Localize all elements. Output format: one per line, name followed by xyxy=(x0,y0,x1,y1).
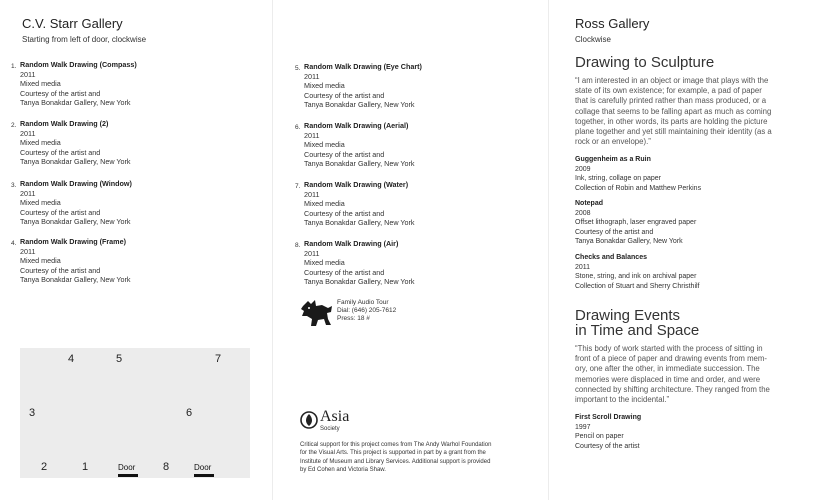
work-year: 2011 xyxy=(20,246,36,256)
work-credit: Courtesy of the artist and xyxy=(20,147,101,157)
door-marker xyxy=(118,474,138,477)
work-medium: Mixed media xyxy=(20,138,61,148)
work-credit: Courtesy of the artist and xyxy=(20,265,101,275)
audio-tour-dial: Dial: (646) 205-7612 xyxy=(337,307,397,314)
work-detail: Pencil on paper xyxy=(575,433,624,441)
door-label: Door xyxy=(194,463,212,472)
floor-plan xyxy=(20,348,250,478)
quote-line: memories were displaced in time and order, and were xyxy=(575,374,761,384)
section-quote xyxy=(575,344,770,405)
work-credit: Courtesy of the artist and xyxy=(304,267,385,277)
work-detail: Collection of Robin and Matthew Perkins xyxy=(575,184,702,192)
work-year: 2011 xyxy=(20,188,36,198)
ross-gallery-subtitle: Clockwise xyxy=(575,35,612,44)
work-title: Random Walk Drawing (Water) xyxy=(304,180,409,189)
work-detail: Tanya Bonakdar Gallery, New York xyxy=(575,238,683,246)
work-credit: Tanya Bonakdar Gallery, New York xyxy=(20,275,131,285)
logo-word: Asia xyxy=(320,408,350,425)
work-title: Random Walk Drawing (Aerial) xyxy=(304,121,409,130)
work-credit: Tanya Bonakdar Gallery, New York xyxy=(304,277,415,287)
work-credit: Courtesy of the artist and xyxy=(304,90,385,100)
work-credit: Courtesy of the artist and xyxy=(304,208,385,218)
floor-plan-label: 6 xyxy=(186,407,193,419)
work-year: 2011 xyxy=(304,189,320,199)
starr-work-5 xyxy=(295,62,422,110)
work-credit: Tanya Bonakdar Gallery, New York xyxy=(304,218,415,228)
floor-plan-label: 8 xyxy=(163,461,170,473)
work-number: 6. xyxy=(295,124,301,131)
work-number: 2. xyxy=(11,122,17,129)
work-detail: Collection of Stuart and Sherry Christhilf xyxy=(575,282,700,290)
panel-fold-right xyxy=(548,0,549,500)
credits-line: Critical support for this project comes from The Andy Warhol Foundation xyxy=(300,442,492,448)
ross-work-first-scroll xyxy=(575,413,641,451)
floor-plan-label: 2 xyxy=(41,461,48,473)
audio-tour-press: Press: 18 # xyxy=(337,315,370,322)
quote-line: that is carefully printed rather than mass produced, or a xyxy=(575,96,767,106)
work-title: Random Walk Drawing (Compass) xyxy=(20,60,137,69)
quote-line: “This body of work started with the process of sitting in xyxy=(575,344,763,353)
work-number: 5. xyxy=(295,65,301,72)
work-detail: 1997 xyxy=(575,423,591,431)
quote-line: collage that seems to be falling apart as much as coming xyxy=(575,106,772,116)
work-number: 7. xyxy=(295,183,301,190)
starr-gallery-subtitle: Starting from left of door, clockwise xyxy=(22,35,147,44)
quote-line: rock or an envelope).” xyxy=(575,137,651,147)
quote-line: state of its own existence; for example, a pad of paper xyxy=(575,86,762,96)
work-medium: Mixed media xyxy=(304,199,345,209)
work-number: 3. xyxy=(11,182,17,189)
section-title-drawing-events xyxy=(575,308,699,338)
work-credit: Tanya Bonakdar Gallery, New York xyxy=(304,159,415,169)
quote-line: together, in other words, its parts are holding the picture xyxy=(575,116,768,126)
work-medium: Mixed media xyxy=(20,256,61,266)
starr-work-7 xyxy=(295,180,415,228)
quote-line: important to the incidental.” xyxy=(575,395,670,405)
work-detail: Offset lithograph, laser engraved paper xyxy=(575,219,697,227)
work-detail: 2009 xyxy=(575,165,591,173)
lion-dog-icon xyxy=(300,298,334,333)
section-quote xyxy=(575,76,772,147)
work-detail: 2011 xyxy=(575,263,591,271)
work-credit: Courtesy of the artist and xyxy=(304,149,385,159)
work-year: 2011 xyxy=(304,71,320,81)
logo-sub: Society xyxy=(320,426,340,432)
work-medium: Mixed media xyxy=(304,258,345,268)
work-medium: Mixed media xyxy=(304,140,345,150)
section-title-line: Drawing Events xyxy=(575,307,681,324)
starr-work-4 xyxy=(11,237,131,285)
work-medium: Mixed media xyxy=(20,79,61,89)
work-title: Random Walk Drawing (Air) xyxy=(304,239,399,248)
work-credit: Courtesy of the artist and xyxy=(20,207,101,217)
ross-work-guggenheim xyxy=(575,155,701,193)
asia-society-mark-icon xyxy=(300,410,318,430)
floor-plan-label: 4 xyxy=(68,353,75,365)
work-medium: Mixed media xyxy=(304,81,345,91)
work-title: Checks and Balances xyxy=(575,254,647,261)
starr-work-8 xyxy=(295,239,415,287)
floor-plan-label: 7 xyxy=(215,353,222,365)
work-credit: Tanya Bonakdar Gallery, New York xyxy=(20,157,131,167)
door-marker xyxy=(194,474,214,477)
panel-fold-left xyxy=(272,0,273,500)
work-credit: Tanya Bonakdar Gallery, New York xyxy=(304,100,415,110)
quote-line: front of a piece of paper and drawing events from mem- xyxy=(575,354,767,364)
work-year: 2011 xyxy=(304,248,320,258)
section-title-drawing-to-sculpture: Drawing to Sculpture xyxy=(575,54,715,71)
starr-work-3 xyxy=(11,179,132,227)
work-title: Random Walk Drawing (2) xyxy=(20,119,109,128)
work-number: 4. xyxy=(11,240,17,247)
audio-tour-title: Family Audio Tour xyxy=(337,299,389,306)
work-title: Random Walk Drawing (Eye Chart) xyxy=(304,62,422,71)
work-detail: 2008 xyxy=(575,209,591,217)
audio-tour-info xyxy=(337,299,396,323)
floor-plan-label: 3 xyxy=(29,407,36,419)
quote-line: connected by shifting architecture. They ranged from the xyxy=(575,384,770,394)
credits-line: for the Visual Arts. This project is supported in part by a grant from the xyxy=(300,450,486,457)
floor-plan-label: 5 xyxy=(116,353,123,365)
work-title: Random Walk Drawing (Window) xyxy=(20,179,132,188)
work-title: Random Walk Drawing (Frame) xyxy=(20,237,126,246)
quote-line: “I am interested in an object or image that plays with the xyxy=(575,76,769,85)
starr-work-6 xyxy=(295,121,415,169)
section-title-line: in Time and Space xyxy=(575,322,700,339)
work-detail: Ink, string, collage on paper xyxy=(575,175,661,183)
work-credit: Courtesy of the artist and xyxy=(20,88,101,98)
credits-line: Institute of Museum and Library Services. Additional support is provided xyxy=(300,458,491,465)
quote-line: plane together and yet still maintaining their identity (as a xyxy=(575,127,772,137)
ross-work-notepad xyxy=(575,199,696,247)
ross-work-checks-and-balances xyxy=(575,253,700,291)
work-year: 2011 xyxy=(20,128,36,138)
work-credit: Tanya Bonakdar Gallery, New York xyxy=(20,217,131,227)
door-label: Door xyxy=(118,463,136,472)
support-credits xyxy=(300,441,542,475)
starr-gallery-title: C.V. Starr Gallery xyxy=(22,16,123,31)
work-year: 2011 xyxy=(304,130,320,140)
work-year: 2011 xyxy=(20,69,36,79)
work-title: Guggenheim as a Ruin xyxy=(575,156,651,163)
work-number: 8. xyxy=(295,242,301,249)
starr-work-1 xyxy=(11,60,137,108)
work-detail: Courtesy of the artist xyxy=(575,442,640,450)
work-medium: Mixed media xyxy=(20,198,61,208)
floor-plan-label: 1 xyxy=(82,461,89,473)
work-title: Notepad xyxy=(575,200,603,207)
work-detail: Stone, string, and ink on archival paper xyxy=(575,273,697,281)
work-title: First Scroll Drawing xyxy=(575,414,642,421)
work-number: 1. xyxy=(11,63,17,70)
starr-work-2 xyxy=(11,119,131,167)
work-credit: Tanya Bonakdar Gallery, New York xyxy=(20,98,131,108)
ross-gallery-title: Ross Gallery xyxy=(575,16,650,31)
work-detail: Courtesy of the artist and xyxy=(575,228,654,236)
quote-line: ory, one after the other, in immediate succession. The xyxy=(575,364,760,374)
credits-line: by Ed Cohen and Victoria Shaw. xyxy=(300,467,386,474)
